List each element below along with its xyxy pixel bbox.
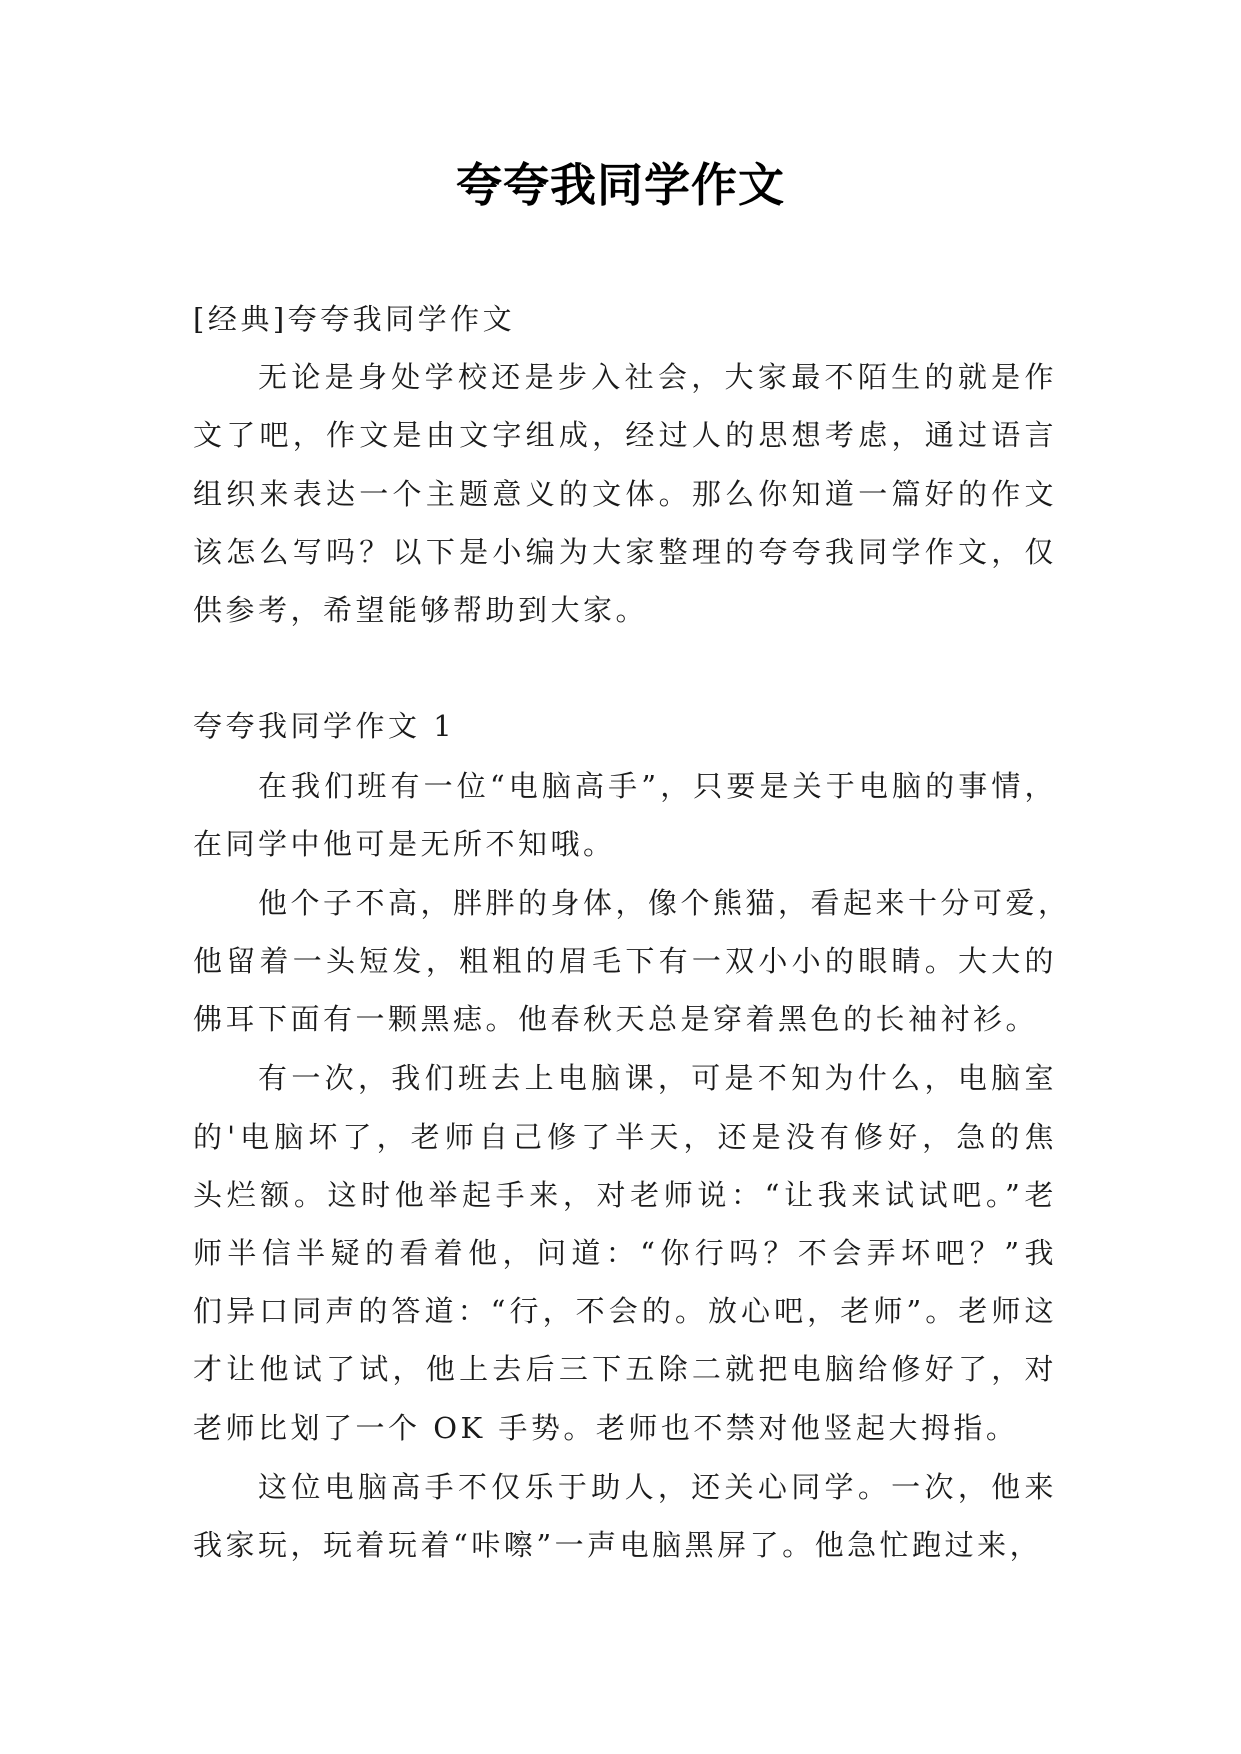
paragraph-line: 在同学中他可是无所不知哦。 [193, 826, 616, 861]
paragraph-line: 师半信半疑的看着他，问道：“你行吗？不会弄坏吧？”我 [193, 1236, 1057, 1270]
paragraph-line: 组织来表达一个主题意义的文体。那么你知道一篇好的作文 [193, 476, 1057, 511]
paragraph-line: 有一次，我们班去上电脑课，可是不知为什么，电脑室 [258, 1061, 1057, 1096]
paragraph-line: 头烂额。这时他举起手来，对老师说：“让我来试试吧。”老 [193, 1177, 1057, 1212]
paragraph-line: 我家玩，玩着玩着“咔嚓”一声电脑黑屏了。他急忙跑过来， [193, 1527, 1043, 1562]
paragraph-line: 他留着一头短发，粗粗的眉毛下有一双小小的眼睛。大大的 [193, 944, 1057, 979]
document-body [193, 290, 1071, 1574]
paragraph-line: 的'电脑坏了，老师自己修了半天，还是没有修好，急的焦 [193, 1119, 1057, 1154]
paragraph-line: 老师比划了一个 OK 手势。老师也不禁对他竖起大拇指。 [193, 1410, 1019, 1445]
paragraph-line: 该怎么写吗？以下是小编为大家整理的夸夸我同学作文，仅 [193, 534, 1057, 569]
document-title: 夸夸我同学作文 [456, 158, 785, 212]
paragraph-line: 才让他试了试，他上去后三下五除二就把电脑给修好了，对 [193, 1352, 1057, 1387]
paragraph-line: 他个子不高，胖胖的身体，像个熊猫，看起来十分可爱， [258, 885, 1071, 920]
paragraph-line: 供参考，希望能够帮助到大家。 [193, 592, 649, 627]
paragraph [193, 874, 1071, 1049]
section-paragraphs [193, 757, 1071, 1575]
paragraph-line: 们异口同声的答道：“行，不会的。放心吧，老师”。老师这 [193, 1294, 1057, 1329]
paragraph-line: 在我们班有一位“电脑高手”，只要是关于电脑的事情， [258, 768, 1057, 803]
paragraph-line: 佛耳下面有一颗黑痣。他春秋天总是穿着黑色的长袖衬衫。 [193, 1002, 1039, 1037]
document-subtitle: [经典]夸夸我同学作文 [193, 302, 516, 336]
paragraph [193, 1049, 1057, 1456]
paragraph [193, 757, 1057, 873]
paragraph-line: 这位电脑高手不仅乐于助人，还关心同学。一次，他来 [258, 1469, 1057, 1504]
intro-paragraph [193, 348, 1057, 639]
paragraph-line: 文了吧，作文是由文字组成，经过人的思想考虑，通过语言 [193, 418, 1057, 453]
paragraph-line: 无论是身处学校还是步入社会，大家最不陌生的就是作 [258, 360, 1057, 395]
paragraph [193, 1458, 1057, 1574]
section-heading: 夸夸我同学作文 1 [193, 709, 456, 744]
